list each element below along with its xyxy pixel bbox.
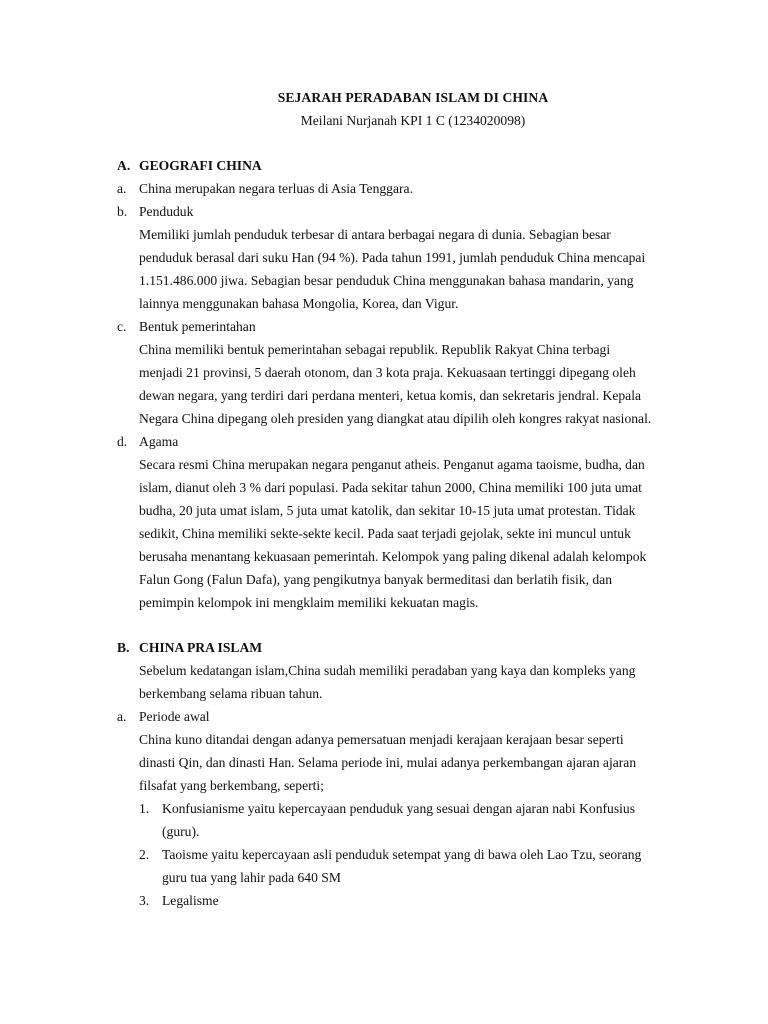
- paragraph-line: lainnya menggunakan bahasa Mongolia, Korea, dan Vigur.: [139, 296, 459, 311]
- paragraph-line: 1.151.486.000 jiwa. Sebagian besar penduduk China menggunakan bahasa mandarin, yang: [139, 273, 634, 288]
- item-text: Periode awal: [139, 709, 210, 724]
- numbered-item: [117, 843, 678, 866]
- paragraph-line: China kuno ditandai dengan adanya pemersatuan menjadi kerajaan kerajaan besar seperti: [139, 732, 624, 747]
- paragraph-line: berusaha menantang kekuasaan pemerintah. Kelompok yang paling dikenal adalah kelompok: [139, 549, 647, 564]
- number-marker: 2.: [139, 847, 150, 862]
- item-text: Penduduk: [139, 204, 194, 219]
- paragraph-line: Secara resmi China merupakan negara penganut atheis. Penganut agama taoisme, budha, dan: [139, 457, 645, 472]
- list-item: [117, 177, 678, 200]
- numbered-text: Legalisme: [162, 893, 219, 908]
- numbered-text: Taoisme yaitu kepercayaan asli penduduk setempat yang di bawa oleh Lao Tzu, seorang: [162, 847, 642, 862]
- paragraph-line: menjadi 21 provinsi, 5 daerah otonom, dan 3 kota praja. Kekuasaan tertinggi dipegang oleh: [139, 365, 636, 380]
- section-title: CHINA PRA ISLAM: [139, 640, 263, 655]
- number-marker: 1.: [139, 801, 150, 816]
- paragraph-line: China memiliki bentuk pemerintahan sebagai republik. Republik Rakyat China terbagi: [139, 342, 611, 357]
- number-marker: 3.: [139, 893, 150, 908]
- section-a-heading: [117, 154, 678, 177]
- numbered-text: Konfusianisme yaitu kepercayaan penduduk yang sesuai dengan ajaran nabi Konfusius: [162, 801, 635, 816]
- item-marker: d.: [117, 434, 128, 449]
- item-marker: c.: [117, 319, 127, 334]
- paragraph-line: berkembang selama ribuan tahun.: [139, 686, 323, 701]
- item-text: Bentuk pemerintahan: [139, 319, 256, 334]
- list-item: [117, 200, 678, 223]
- author-line: Meilani Nurjanah KPI 1 C (1234020098): [300, 113, 526, 128]
- list-item: [117, 315, 678, 338]
- list-item: [117, 430, 678, 453]
- list-item: [117, 705, 678, 728]
- paragraph-line: Memiliki jumlah penduduk terbesar di antara berbagai negara di dunia. Sebagian besar: [139, 227, 611, 242]
- item-text: China merupakan negara terluas di Asia Tenggara.: [139, 181, 413, 196]
- numbered-text: (guru).: [162, 824, 200, 839]
- paragraph-line: budha, 20 juta umat islam, 5 juta umat katolik, dan sekitar 10-15 juta umat protestan. Tidak: [139, 503, 636, 518]
- section-marker: A.: [117, 158, 131, 173]
- paragraph-line: dinasti Qin, dan dinasti Han. Selama periode ini, mulai adanya perkembangan ajaran ajaran: [139, 755, 637, 770]
- paragraph-line: filsafat yang berkembang, seperti;: [139, 778, 324, 793]
- paragraph-line: pemimpin kelompok ini mengklaim memiliki kekuatan magis.: [139, 595, 479, 610]
- paragraph-line: dewan negara, yang terdiri dari perdana menteri, ketua komis, dan sekretaris jendral. Kepala: [139, 388, 641, 403]
- item-marker: a.: [117, 181, 127, 196]
- paragraph-line: penduduk berasal dari suku Han (94 %). Pada tahun 1991, jumlah penduduk China mencapai: [139, 250, 646, 265]
- paragraph-line: sedikit, China memiliki sekte-sekte kecil. Pada saat terjadi gejolak, sekte ini muncul untuk: [139, 526, 631, 541]
- paragraph-line: Negara China dipegang oleh presiden yang diangkat atau dipilih oleh kongres rakyat nasional.: [139, 411, 652, 426]
- document-title: SEJARAH PERADABAN ISLAM DI CHINA: [277, 90, 549, 105]
- numbered-item-continuation: [117, 820, 678, 843]
- paragraph-line: islam, dianut oleh 3 % dari populasi. Pada sekitar tahun 2000, China memiliki 100 juta umat: [139, 480, 642, 495]
- item-text: Agama: [139, 434, 179, 449]
- numbered-item: [117, 889, 678, 912]
- section-b-heading: [117, 636, 678, 659]
- section-title: GEOGRAFI CHINA: [139, 158, 262, 173]
- item-marker: b.: [117, 204, 128, 219]
- paragraph-line: Falun Gong (Falun Dafa), yang pengikutnya banyak bermeditasi dan berlatih fisik, dan: [139, 572, 613, 587]
- numbered-item: [117, 797, 678, 820]
- paragraph-line: Sebelum kedatangan islam,China sudah memiliki peradaban yang kaya dan kompleks yang: [139, 663, 636, 678]
- section-marker: B.: [117, 640, 130, 655]
- numbered-text: guru tua yang lahir pada 640 SM: [162, 870, 341, 885]
- item-marker: a.: [117, 709, 127, 724]
- numbered-item-continuation: [117, 866, 678, 889]
